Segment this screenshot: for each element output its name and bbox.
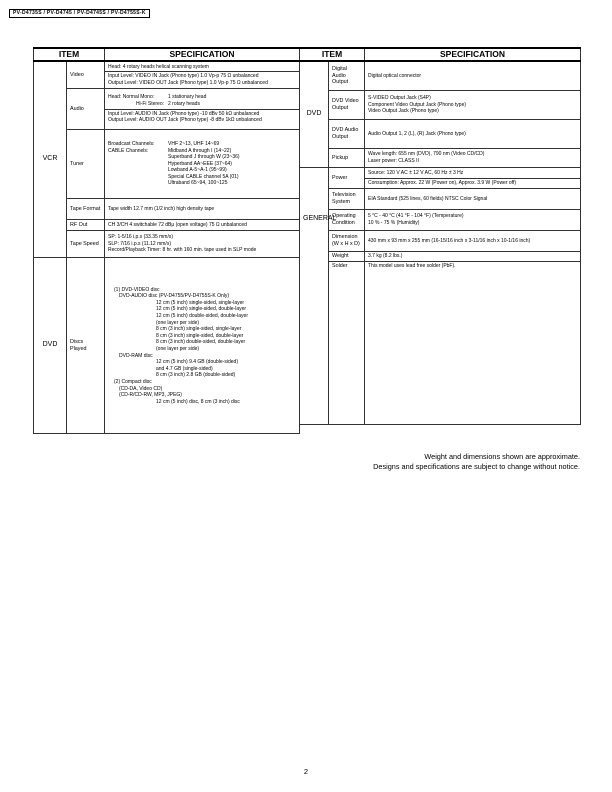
tuner-label: Tuner: [67, 130, 105, 199]
tuner-value-4: Lowband A-5~A-1 (95~99): [168, 167, 227, 174]
vcr-video-row: [34, 61, 300, 89]
power-label: Power: [329, 168, 365, 189]
dvd-audio-output-value: Audio Output 1, 2 (L), (R) Jack (Phono type): [365, 120, 581, 149]
disc-line: 8 cm (3 inch) single-sided, double-layer: [156, 332, 244, 339]
audio-hifi-value: 2 rotary heads: [168, 100, 200, 107]
dimension-label: Dimension (W x H x D): [329, 231, 365, 252]
discs-played-spec: [105, 258, 300, 434]
disc-line: 8 cm (3 inch) single-sided, single-layer: [156, 326, 242, 333]
dvd-discs-row: [34, 258, 300, 434]
pickup-laser: Laser power: CLASS II: [368, 158, 419, 164]
tv-system-label: Television System: [329, 189, 365, 210]
power-consumption: Consumption: Approx. 22 W (Power on), Approx. 3.9 W (Power off): [368, 179, 517, 186]
rf-out-label: RF Out: [67, 220, 105, 231]
weight-label: Weight: [329, 252, 365, 262]
audio-mono-value: 1 stationary head: [168, 94, 207, 101]
dimension-row: [300, 231, 581, 252]
pickup-wavelength: Wave length: 655 nm (DVD), 790 nm (Video CD/CD): [368, 151, 485, 158]
operating-humidity: 10 % - 75 % (Humidity): [368, 220, 420, 226]
solder-label: Solder: [329, 262, 365, 425]
rf-out-value: CH 3/CH 4 switchable 72 dBμ (open voltage) 75 Ω unbalanced: [105, 220, 300, 231]
footnote-designs: Designs and specifications are subject to change without notice.: [373, 461, 580, 471]
tape-speed-spec: [105, 231, 300, 258]
disc-line: 8 cm (3 inch) 2.8 GB (double-sided): [156, 372, 236, 379]
disc-line: (CD-DA, Video CD): [119, 385, 163, 392]
disc-line: (one layer per side): [156, 319, 200, 326]
digital-audio-label: Digital Audio Output: [329, 61, 365, 91]
model-numbers-header: PV-D4735S / PV-D4745 / PV-D4745S / PV-D4755S-K: [9, 9, 150, 18]
audio-input: Input Level: AUDIO IN Jack (Phono type) -10 dBv 50 kΩ unbalanced: [108, 110, 260, 117]
dvd-video-output-row: [300, 91, 581, 120]
weight-row: [300, 252, 581, 262]
audio-output: Output Level: AUDIO OUT Jack (Phono type) -8 dBv 1kΩ unbalanced: [108, 117, 262, 124]
tape-speed-slp: SLP: 7/16 i.p.s (11.12 mm/s): [108, 240, 171, 247]
audio-spec: [105, 89, 300, 130]
power-spec: [365, 168, 581, 189]
dvd-audio-output-row: [300, 120, 581, 149]
disc-line: 12 cm (5 inch) single-sided, double-layer: [156, 306, 247, 313]
tv-system-row: [300, 189, 581, 210]
audio-label: Audio: [67, 89, 105, 130]
weight-value: 3.7 kg (8.2 lbs.): [365, 252, 581, 262]
vcr-category: VCR: [34, 61, 67, 258]
solder-row: [300, 262, 581, 425]
dvd-category-right: DVD: [300, 61, 329, 168]
discs-played-label: Discs Played: [67, 258, 105, 434]
tuner-value-2: Superband J through W (23~36): [168, 154, 240, 161]
pickup-spec: [365, 149, 581, 168]
pickup-row: [300, 149, 581, 168]
vcr-tape-speed-row: [34, 231, 300, 258]
tuner-value-0: VHF 2~13, UHF 14~69: [168, 140, 220, 147]
video-head: Head: 4 rotary heads helical scanning system: [105, 63, 299, 73]
video-spec: [105, 61, 300, 89]
tuner-value-1: Midband A through I (14~22): [168, 147, 232, 154]
vcr-tape-format-row: [34, 199, 300, 220]
dimension-value: 430 mm x 93 mm x 255 mm (16-15/16 inch x 3-11/16 inch x 10-1/16 inch): [365, 231, 581, 252]
digital-audio-value: Digital optical connector: [365, 61, 581, 91]
tape-format-label: Tape Format: [67, 199, 105, 220]
tuner-value-5: Special CABLE channel 5A (01): [168, 173, 239, 180]
disc-line: (2) Compact disc: [114, 378, 152, 385]
video-label: Video: [67, 61, 105, 89]
right-item-header: ITEM: [300, 48, 365, 61]
operating-row: [300, 210, 581, 231]
disc-line: 12 cm (5 inch) 9.4 GB (double-sided): [156, 359, 238, 366]
dvd-category-left: DVD: [34, 258, 67, 434]
tape-speed-label: Tape Speed: [67, 231, 105, 258]
left-spec-header: SPECIFICATION: [105, 48, 300, 61]
disc-line: and 4.7 GB (single-sided): [156, 365, 213, 372]
tape-speed-record: Record/Playback Timer: 8 hr. with 160 min. tape used in SLP mode: [108, 247, 257, 254]
tuner-spec: [105, 130, 300, 199]
disc-line: 12 cm (5 inch) disc, 8 cm (3 inch) disc: [156, 398, 240, 405]
tuner-label-1: CABLE Channels:: [108, 147, 149, 154]
dvd-video-output-label: DVD Video Output: [329, 91, 365, 120]
video-output: Output Level: VIDEO OUT Jack (Phono type) 1.0 Vp-p 75 Ω unbalanced: [108, 79, 268, 86]
tuner-value-3: Hyperband AA~EEE (37~64): [168, 160, 232, 167]
disc-line: 12 cm (5 inch) single-sided, single-layer: [156, 299, 245, 306]
video-output-line: S-VIDEO Output Jack (S4P): [368, 95, 431, 102]
audio-hifi-label: Hi-Fi Stereo:: [135, 100, 164, 107]
video-output-line: Video Output Jack (Phono type): [368, 108, 439, 115]
vcr-audio-row: [34, 89, 300, 130]
solder-value: This model uses lead free solder (PbF).: [365, 262, 581, 425]
disc-line: DVD-RAM disc: [119, 352, 153, 359]
footnotes: [373, 452, 580, 471]
disc-line: (CD-R/CD-RW, MP3, JPEG): [119, 392, 182, 399]
tape-format-value: Tape width 12.7 mm (1/2 inch) high density tape: [105, 199, 300, 220]
right-spec-table: [299, 47, 581, 425]
tuner-value-6: Ultraband 65~94, 100~125: [168, 180, 228, 187]
general-category: GENERAL: [300, 168, 329, 425]
disc-line: 12 cm (5 inch) double-sided, double-layer: [156, 313, 248, 320]
operating-spec: [365, 210, 581, 231]
dvd-video-output-spec: [365, 91, 581, 120]
operating-label: Operating Condition: [329, 210, 365, 231]
left-spec-table: [33, 47, 300, 434]
vcr-tuner-row: [34, 130, 300, 199]
disc-line: DVD-AUDIO disc (PV-D4755/PV-D4755S-K Only): [119, 293, 230, 300]
digital-audio-row: [300, 61, 581, 91]
left-header-row: [34, 48, 300, 61]
power-source: Source: 120 V AC ± 12 V AC, 60 Hz ± 3 Hz: [365, 169, 580, 179]
dvd-audio-output-label: DVD Audio Output: [329, 120, 365, 149]
video-output-line: Component Video Output Jack (Phono type): [368, 101, 467, 108]
right-header-row: [300, 48, 581, 61]
tape-speed-sp: SP: 1-5/16 i.p.s (33.35 mm/s): [108, 234, 174, 241]
tuner-label-0: Broadcast Channels:: [108, 140, 155, 147]
operating-temp: 5 °C - 40 °C (41 °F - 104 °F) (Temperature): [368, 213, 464, 220]
audio-mono-label: Head: Normal Mono:: [108, 94, 155, 101]
disc-line: 8 cm (3 inch) double-sided, double-layer: [156, 339, 246, 346]
vcr-rf-out-row: [34, 220, 300, 231]
left-item-header: ITEM: [34, 48, 105, 61]
tv-system-value: EIA Standard (525 lines, 60 fields) NTSC Color Signal: [365, 189, 581, 210]
disc-line: (1) DVD-VIDEO disc: [114, 286, 160, 293]
video-input: Input Level: VIDEO IN Jack (Phono type) 1.0 Vp-p 75 Ω unbalanced: [108, 73, 259, 80]
right-spec-header: SPECIFICATION: [365, 48, 581, 61]
disc-line: (one layer per side): [156, 346, 200, 352]
page-number: 2: [303, 767, 309, 776]
power-row: [300, 168, 581, 189]
pickup-label: Pickup: [329, 149, 365, 168]
footnote-weight: Weight and dimensions shown are approximate.: [424, 452, 580, 461]
